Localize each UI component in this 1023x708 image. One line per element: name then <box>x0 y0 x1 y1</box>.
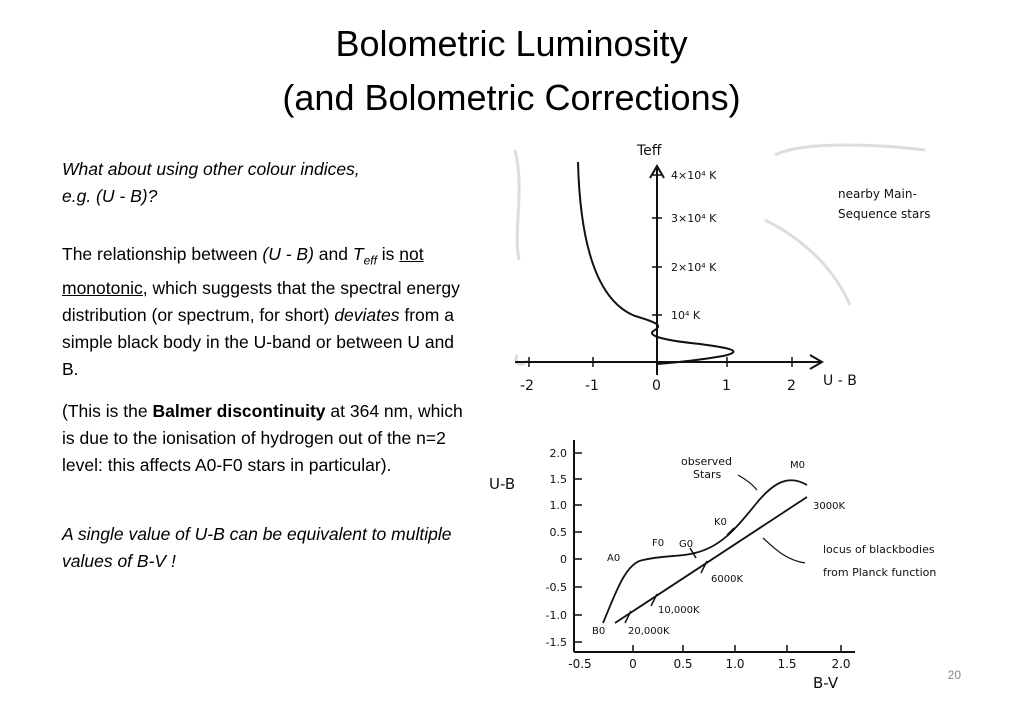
y-tick-label: 4×10⁴ K <box>671 169 717 182</box>
scan-artifacts <box>515 145 925 365</box>
spectral-label: K0 <box>714 517 727 528</box>
temperature-tick <box>625 611 631 623</box>
question-text: What about using other colour indices, e.g. (U - B)? <box>62 159 360 206</box>
paragraph-relationship <box>62 241 472 383</box>
y-tick-label: 0 <box>560 553 567 566</box>
text-span: at 364 nm, which is due to the ionisation of hydrogen out of the n=2 level: this affects A0-F0 stars in particular). <box>62 401 463 475</box>
temperature-tick <box>651 594 657 606</box>
text-span: and <box>313 244 353 264</box>
x-tick-label: 1 <box>722 378 731 394</box>
annotation-locus: from Planck function <box>823 566 937 579</box>
teff-subscript: eff <box>363 253 377 268</box>
text-span: , which suggests that the spectral energy distribution (or spectrum, for short) <box>62 277 460 325</box>
teff-vs-ub-figure <box>505 130 985 405</box>
y-axis-label: U-B <box>489 475 516 493</box>
x-tick-label: 2 <box>787 378 796 394</box>
annotation-observed: observed <box>681 455 732 468</box>
y-tick-label: -1.0 <box>545 609 567 622</box>
deviates-term: deviates <box>334 304 400 325</box>
text-span: The relationship between <box>62 244 263 264</box>
y-tick-label: 1.0 <box>549 499 567 512</box>
temperature-label: 20,000K <box>628 626 670 637</box>
x-tick-label: -0.5 <box>568 657 592 671</box>
y-tick-label: -1.5 <box>545 636 567 649</box>
x-tick-label: -2 <box>520 378 534 394</box>
spectral-label: F0 <box>652 538 665 549</box>
text-span: (This is the <box>62 401 153 421</box>
spectral-label: B0 <box>592 626 606 637</box>
x-tick-label: 1.0 <box>725 657 745 671</box>
y-tick-label: 0.5 <box>549 526 567 539</box>
temperature-label: 6000K <box>711 574 744 585</box>
spectral-label: M0 <box>790 460 805 471</box>
ub-term: (U - B) <box>262 244 314 264</box>
teff-symbol: T <box>352 244 364 264</box>
annotation-text: Sequence stars <box>838 207 931 221</box>
observed-stars-curve <box>603 480 807 623</box>
paragraph-balmer <box>62 398 472 479</box>
balmer-term: Balmer discontinuity <box>152 401 326 421</box>
y-axis-label: Teff <box>637 143 662 159</box>
underlined-phrase: not monotonic <box>62 244 424 298</box>
y-tick-label: 3×10⁴ K <box>671 212 717 225</box>
temperature-label: 10,000K <box>658 605 700 616</box>
x-tick-label: -1 <box>585 378 599 394</box>
page-number: 20 <box>947 668 961 682</box>
y-tick-label: 1.5 <box>549 473 567 486</box>
x-tick-label: 0 <box>652 378 661 394</box>
y-tick-label: 2×10⁴ K <box>671 261 717 274</box>
annotation-arrow <box>738 475 757 490</box>
x-axis-label: B-V <box>813 674 839 692</box>
text-span: is <box>376 244 400 264</box>
slide-subtitle: (and Bolometric Corrections) <box>282 77 741 118</box>
two-colour-diagram <box>485 435 995 692</box>
annotation-text: nearby Main- <box>838 187 917 201</box>
annotation-arrow <box>763 538 805 563</box>
x-tick-label: 1.5 <box>777 657 797 671</box>
spectral-label: G0 <box>679 539 694 550</box>
slide-title: Bolometric Luminosity <box>335 23 688 64</box>
text-span: from a simple black body in the U-band or between U and B. <box>62 304 455 379</box>
y-tick-label: 10⁴ K <box>671 309 701 322</box>
spectral-label: A0 <box>607 553 621 564</box>
y-tick-label: 2.0 <box>549 447 567 460</box>
temperature-label: 3000K <box>813 501 846 512</box>
x-tick-label: 0 <box>629 657 637 671</box>
annotation-observed: Stars <box>693 468 722 481</box>
annotation-locus: locus of blackbodies <box>823 543 935 556</box>
x-tick-label: 2.0 <box>831 657 851 671</box>
x-tick-label: 0.5 <box>673 657 693 671</box>
x-axis-label: U - B <box>823 373 857 389</box>
conclusion-text: A single value of U-B can be equivalent to multiple values of B-V ! <box>62 524 452 571</box>
y-tick-label: -0.5 <box>545 581 567 594</box>
